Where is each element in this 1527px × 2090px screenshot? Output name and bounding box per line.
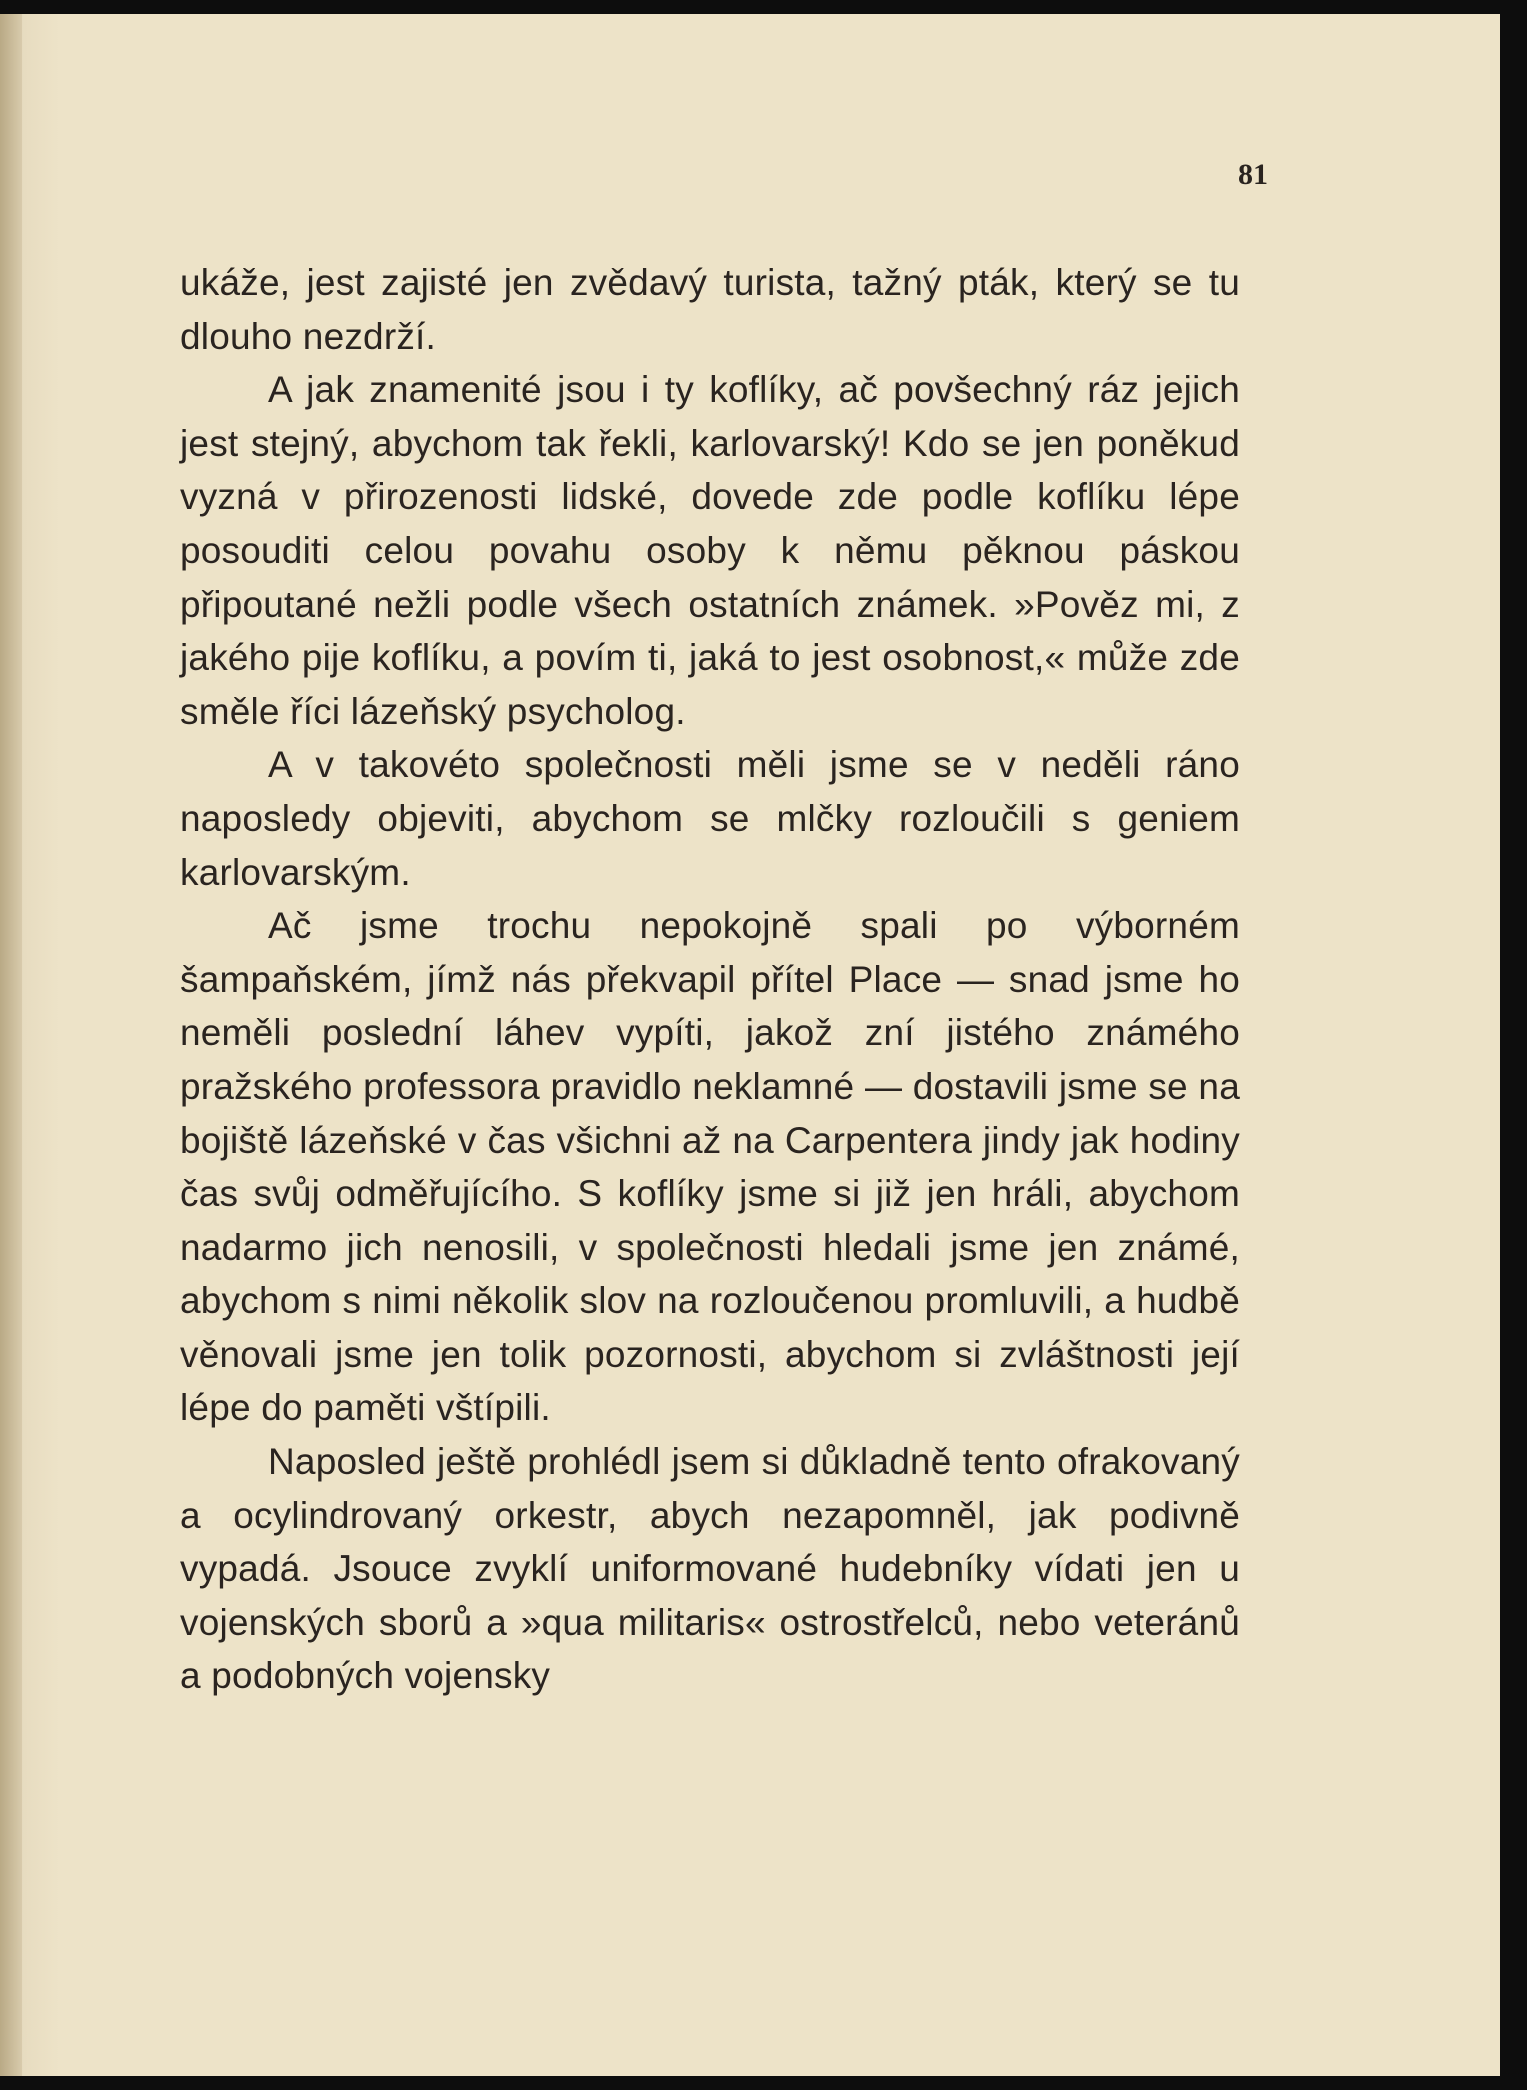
paragraph-5: Naposled ještě prohlédl jsem si důkladně tento ofrakovaný a ocylindrovaný orkestr, abych nezapomněl, jak podivně vypadá. Jsouce zvyklí uniformované hudebníky vídati jen u vojenských sborů a »qua militaris« ostrostřelců, nebo veteránů a podobných vojensky [180, 1441, 1240, 1697]
paragraph-1: ukáže, jest zajisté jen zvědavý turista, tažný pták, který se tu dlouho nezdrží. [180, 262, 1240, 357]
body-text [180, 256, 1240, 1703]
page-spine-shadow [0, 14, 22, 2076]
page-number: 81 [1238, 158, 1268, 191]
paragraph-3: A v takovéto společnosti měli jsme se v neděli ráno naposledy objeviti, abychom se mlčky rozloučili s geniem karlovarským. [180, 744, 1240, 893]
paragraph-4: Ač jsme trochu nepokojně spali po výborném šampaňském, jímž nás překvapil přítel Place — snad jsme ho neměli poslední láhev vypíti, jakož zní jistého známého pražského professora pravidlo neklamné — dostavili jsme se na bojiště lázeňské v čas všichni až na Carpentera jindy jak hodiny čas svůj odměřujícího. S koflíky jsme si již jen hráli, abychom nadarmo jich nenosili, v společnosti hledali jsme jen známé, abychom s nimi několik slov na rozloučenou promluvili, a hudbě věnovali jsme jen tolik pozornosti, abychom si zvláštnosti její lépe do paměti vštípili. [180, 905, 1240, 1429]
paragraph-2: A jak znamenité jsou i ty koflíky, ač povšechný ráz jejich jest stejný, abychom tak řekli, karlovarský! Kdo se jen poněkud vyzná v přirozenosti lidské, dovede zde podle koflíku lépe posouditi celou povahu osoby k němu pěknou páskou připoutané nežli podle všech ostatních známek. »Pověz mi, z jakého pije koflíku, a povím ti, jaká to jest osobnost,« může zde směle říci lázeňský psycholog. [180, 369, 1240, 732]
book-page [0, 14, 1500, 2076]
